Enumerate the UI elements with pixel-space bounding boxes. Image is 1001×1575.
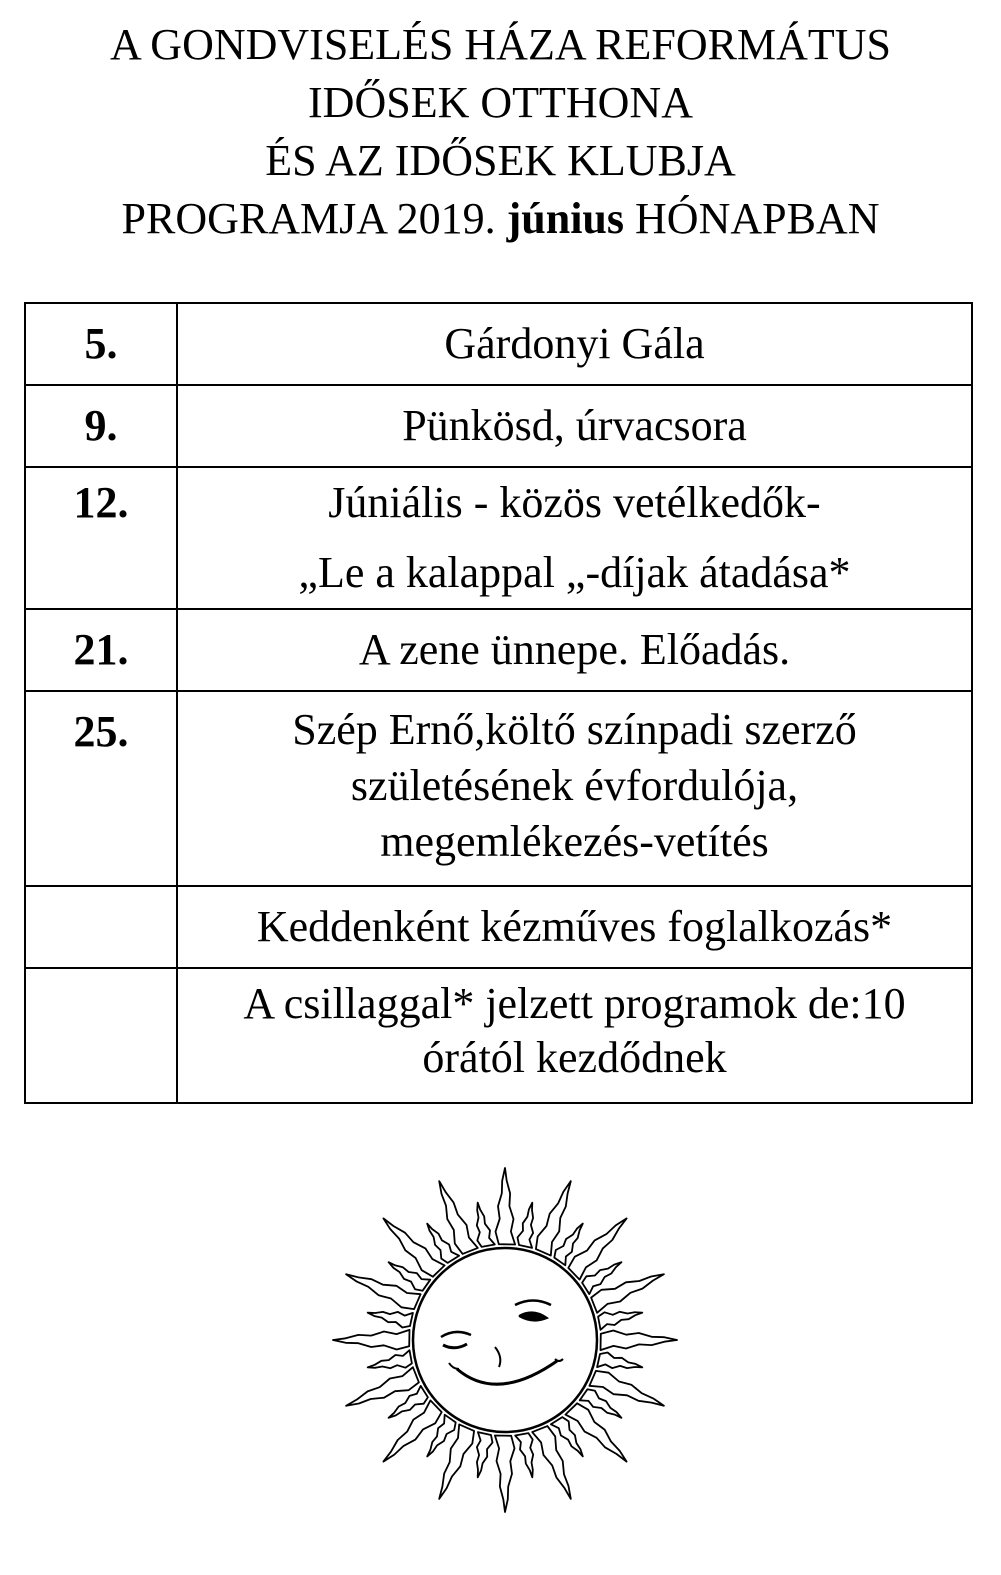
sun-ray bbox=[477, 1432, 493, 1477]
program-event bbox=[177, 609, 972, 691]
sun-ray bbox=[597, 1353, 642, 1369]
sun-ray bbox=[515, 1433, 533, 1477]
program-event-line: „Le a kalappal „-díjak átadása* bbox=[298, 548, 851, 597]
table-row bbox=[25, 609, 972, 691]
program-event-line: megemlékezés-vetítés bbox=[380, 817, 769, 866]
sun-ray bbox=[536, 1181, 571, 1256]
sun-ray bbox=[368, 1350, 412, 1368]
sun-ray bbox=[346, 1274, 421, 1309]
program-day: 25. bbox=[25, 691, 177, 886]
sun-face bbox=[413, 1248, 597, 1432]
sun-ray bbox=[495, 1436, 515, 1513]
program-table bbox=[24, 302, 973, 1104]
program-event-line: Keddenként kézműves foglalkozás* bbox=[256, 902, 893, 951]
program-event bbox=[177, 385, 972, 467]
sun-ray bbox=[598, 1312, 642, 1330]
program-day bbox=[25, 886, 177, 968]
program-event-line: Gárdonyi Gála bbox=[444, 319, 705, 368]
sun-ray bbox=[439, 1424, 474, 1499]
program-event-line: órától kezdődnek bbox=[422, 1033, 727, 1082]
header-line-1: A GONDVISELÉS HÁZA REFORMÁTUS bbox=[109, 20, 892, 69]
program-day: 12. bbox=[25, 467, 177, 609]
program-day: 5. bbox=[25, 303, 177, 385]
program-event bbox=[177, 467, 972, 609]
table-row bbox=[25, 385, 972, 467]
program-day: 21. bbox=[25, 609, 177, 691]
program-event-line: Júniális - közös vetélkedők- bbox=[328, 478, 821, 527]
program-event-line: Pünkösd, úrvacsora bbox=[402, 401, 747, 450]
program-event bbox=[177, 691, 972, 886]
sun-ray bbox=[601, 1331, 678, 1351]
sun-ray bbox=[496, 1168, 516, 1245]
sun-ray bbox=[477, 1203, 495, 1247]
table-row bbox=[25, 467, 972, 609]
program-event bbox=[177, 968, 972, 1103]
header-line-3: ÉS AZ IDŐSEK KLUBJA bbox=[265, 136, 736, 185]
table-row bbox=[25, 968, 972, 1103]
program-day: 9. bbox=[25, 385, 177, 467]
table-row bbox=[25, 886, 972, 968]
sun-ray bbox=[518, 1203, 534, 1248]
smiling-sun-icon bbox=[325, 1115, 685, 1565]
sun-ray bbox=[589, 1371, 664, 1406]
program-event-line: Szép Ernő,költő színpadi szerző bbox=[292, 705, 857, 754]
program-event bbox=[177, 303, 972, 385]
header-line-2: IDŐSEK OTTHONA bbox=[308, 78, 693, 127]
table-row bbox=[25, 691, 972, 886]
program-event bbox=[177, 886, 972, 968]
program-event-line: születésének évfordulója, bbox=[350, 761, 799, 810]
program-event-line: A zene ünnepe. Előadás. bbox=[358, 625, 791, 674]
header-line-4 bbox=[0, 190, 1001, 248]
table-row bbox=[25, 303, 972, 385]
header-month-suffix: HÓNAPBAN bbox=[635, 194, 880, 243]
sun-ray bbox=[333, 1330, 410, 1350]
header-program-year: PROGRAMJA 2019. bbox=[121, 194, 496, 243]
program-day bbox=[25, 968, 177, 1103]
page-header bbox=[0, 16, 1001, 248]
program-event-line: A csillaggal* jelzett programok de:10 bbox=[243, 979, 906, 1028]
header-month: június bbox=[506, 194, 625, 243]
sun-ray bbox=[368, 1312, 413, 1328]
